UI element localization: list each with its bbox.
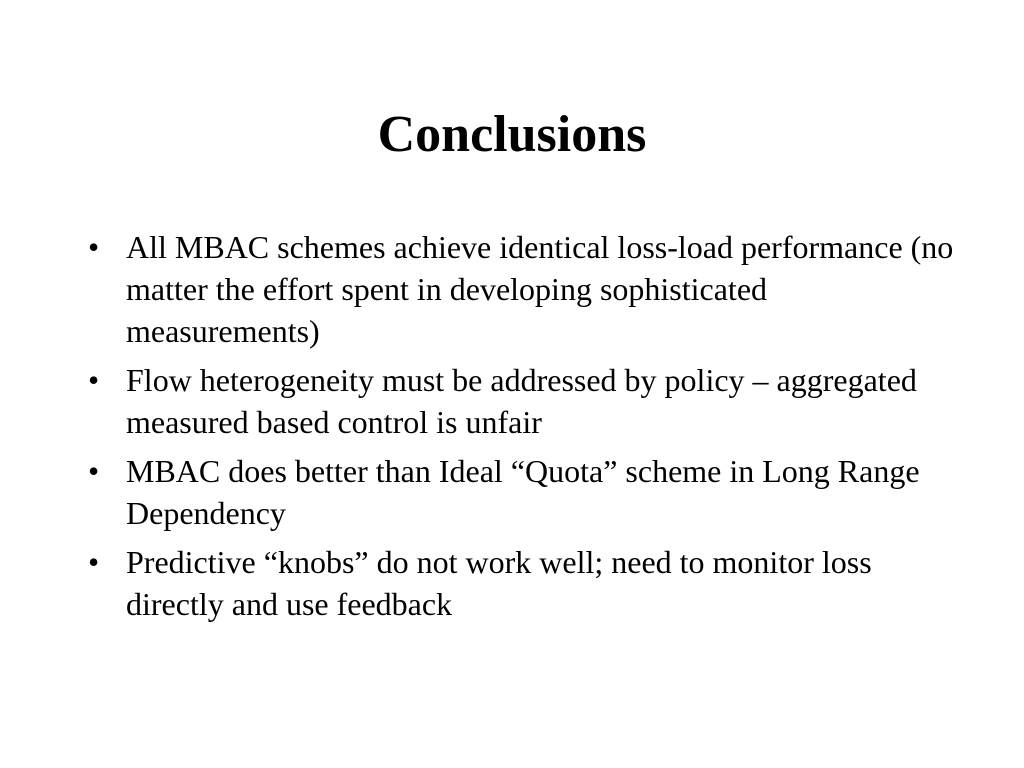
bullet-item <box>0 450 1024 534</box>
bullet-text: Predictive “knobs” do not work well; need to monitor loss directly and use feedback <box>126 544 872 622</box>
bullet-icon: • <box>88 544 100 580</box>
bullet-text: Flow heterogeneity must be addressed by policy – aggregated measured based control is unfair <box>126 362 917 440</box>
bullet-item <box>0 226 1024 352</box>
bullet-text: All MBAC schemes achieve identical loss-load performance (no matter the effort spent in developing sophisticated measurements) <box>126 229 954 349</box>
bullet-item <box>0 359 1024 443</box>
bullet-item <box>0 541 1024 625</box>
bullet-icon: • <box>88 229 100 265</box>
bullet-text: MBAC does better than Ideal “Quota” scheme in Long Range Dependency <box>126 453 920 531</box>
bullet-list <box>0 226 1024 632</box>
slide-title: Conclusions <box>377 106 647 163</box>
bullet-icon: • <box>88 362 100 398</box>
bullet-icon: • <box>88 453 100 489</box>
